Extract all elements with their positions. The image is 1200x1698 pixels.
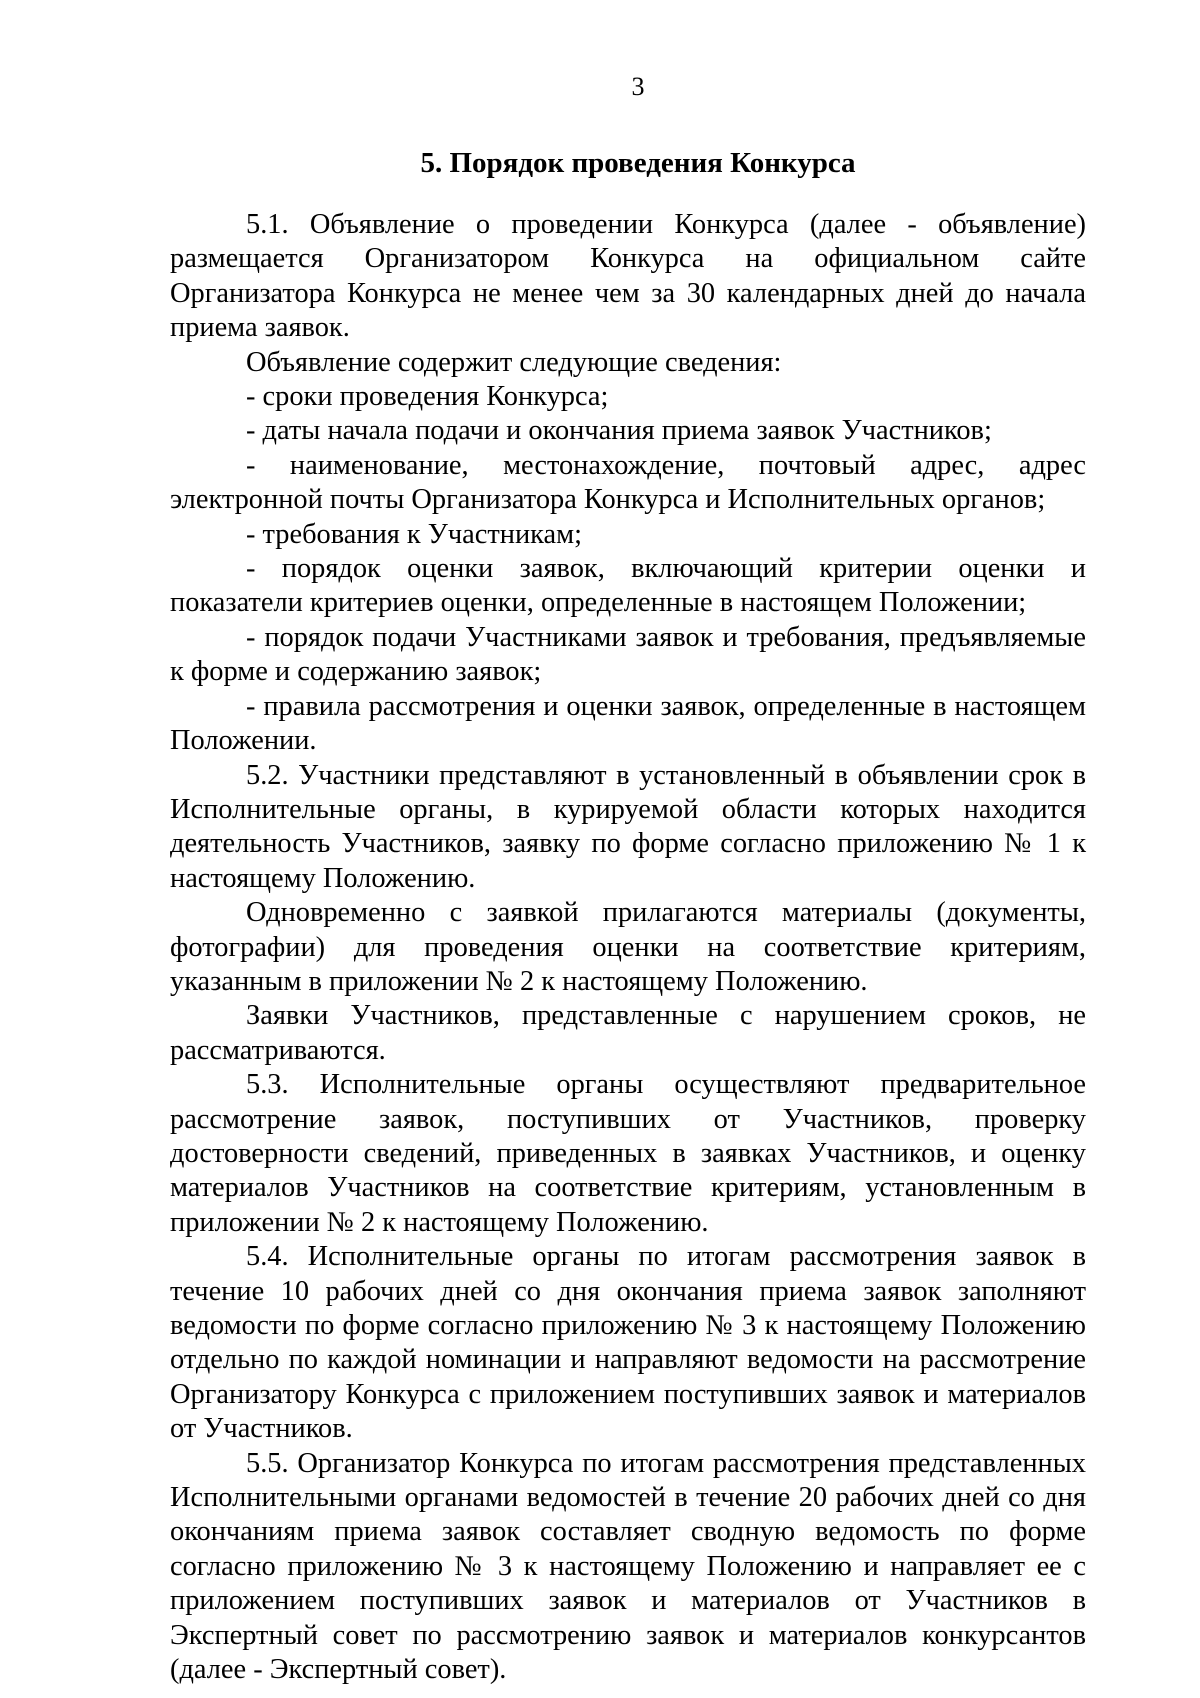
list-item-submission-order: - порядок подачи Участниками заявок и требования, предъявляемые к форме и содержанию заявок;	[170, 621, 1086, 688]
section-heading: 5. Порядок проведения Конкурса	[420, 147, 856, 179]
list-item-requirements: - требования к Участникам;	[246, 518, 583, 550]
paragraph-5-4: 5.4. Исполнительные органы по итогам рассмотрения заявок в течение 10 рабочих дней со дня окончания приема заявок заполняют ведомости по форме согласно приложению № 3 к настоящему Положению отдельно по каждой номинации и направляют ведомости на рассмотрение Организатору Конкурса с приложением поступивших заявок и материалов от Участников.	[170, 1241, 1086, 1445]
list-item-application-dates: - даты начала подачи и окончания приема заявок Участников;	[246, 415, 992, 447]
list-item-contacts: - наименование, местонахождение, почтовый адрес, адрес электронной почты Организатора Конкурса и Исполнительных органов;	[170, 449, 1086, 516]
paragraph-5-2: 5.2. Участники представляют в установленный в объявлении срок в Исполнительные органы, в курируемой области которых находится деятельность Участников, заявку по форме согласно приложению № 1 к настоящему Положению.	[170, 759, 1086, 894]
paragraph-late-applications: Заявки Участников, представленные с нарушением сроков, не рассматриваются.	[170, 1000, 1086, 1066]
page-number: 3	[631, 72, 645, 101]
list-item-review-rules: - правила рассмотрения и оценки заявок, определенные в настоящем Положении.	[170, 690, 1086, 757]
paragraph-5-3: 5.3. Исполнительные органы осуществляют предварительное рассмотрение заявок, поступивших от Участников, проверку достоверности сведений, приведенных в заявках Участников, и оценку материалов Участников на соответствие критериям, установленным в приложении № 2 к настоящему Положению.	[170, 1069, 1086, 1238]
list-item-evaluation-order: - порядок оценки заявок, включающий критерии оценки и показатели критериев оценки, определенные в настоящем Положении;	[170, 553, 1086, 619]
paragraph-5-5: 5.5. Организатор Конкурса по итогам рассмотрения представленных Исполнительными органами ведомостей в течение 20 рабочих дней со дня окончаниям приема заявок составляет сводную ведомость по форме согласно приложению № 3 к настоящему Положению и направляет ее с приложением поступивших заявок и материалов от Участников в Экспертный совет по рассмотрению заявок и материалов конкурсантов (далее - Экспертный совет).	[170, 1447, 1086, 1686]
paragraph-announcement-contents: Объявление содержит следующие сведения:	[246, 346, 782, 378]
list-item-contest-dates: - сроки проведения Конкурса;	[246, 381, 609, 413]
body-text	[170, 208, 1086, 1687]
paragraph-attached-materials: Одновременно с заявкой прилагаются материалы (документы, фотографии) для проведения оценки на соответствие критериям, указанным в приложении № 2 к настоящему Положению.	[170, 897, 1086, 997]
paragraph-5-1: 5.1. Объявление о проведении Конкурса (далее - объявление) размещается Организатором Конкурса на официальном сайте Организатора Конкурса не менее чем за 30 календарных дней до начала приема заявок.	[170, 209, 1086, 344]
